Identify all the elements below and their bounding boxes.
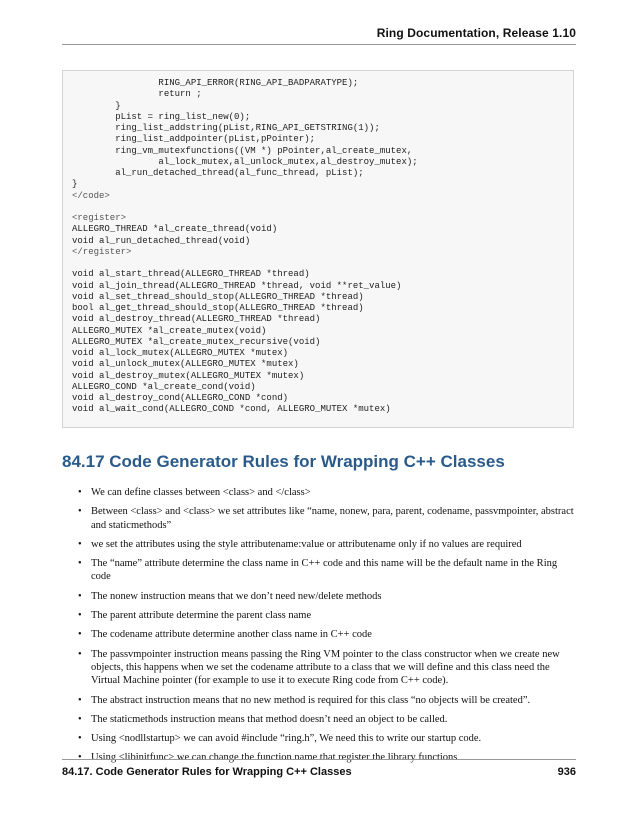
page-header [62,24,576,45]
bullet-icon: • [78,694,82,706]
code-line: ALLEGRO_MUTEX *al_create_mutex(void) [72,325,267,336]
list-item-text: The codename attribute determine another class name in C++ code [91,629,372,641]
bullet-icon: • [78,538,82,550]
code-line: ALLEGRO_MUTEX *al_create_mutex_recursive(void) [72,336,321,347]
code-line: bool al_get_thread_should_stop(ALLEGRO_THREAD *thread) [72,303,364,313]
code-line: void al_start_thread(ALLEGRO_THREAD *thread) [72,269,310,280]
list-item [74,713,574,726]
list-item [74,505,574,532]
list-item [74,732,574,745]
section-heading: 84.17 Code Generator Rules for Wrapping C++ Classes [62,452,505,471]
code-line [72,258,573,269]
bullet-icon: • [78,487,82,498]
code-line: al_lock_mutex,al_unlock_mutex,al_destroy_mutex); [72,156,418,167]
code-line: al_run_detached_thread(al_func_thread, pList); [72,168,364,178]
list-item-text: The staticmethods instruction means that method doesn’t need an object to be called. [91,713,448,725]
list-item-text: The nonew instruction means that we don’t need new/delete methods [91,590,382,602]
code-line: void al_destroy_cond(ALLEGRO_COND *cond) [72,393,289,403]
document-title: Ring Documentation, Release 1.10 [376,26,576,40]
list-item [74,609,574,622]
list-item-text: The abstract instruction means that no new method is required for this class “no objects will be created”. [91,694,531,706]
list-item-text: The parent attribute determine the parent class name [91,610,312,622]
page-number: 936 [557,766,576,778]
bullet-icon: • [78,713,82,725]
code-line: ring_list_addstring(pList,RING_API_GETSTRING(1)); [72,123,380,133]
code-line: void al_wait_cond(ALLEGRO_COND *cond, ALLEGRO_MUTEX *mutex) [72,404,391,415]
code-line: pList = ring_list_new(0); [72,111,251,122]
code-line: void al_lock_mutex(ALLEGRO_MUTEX *mutex) [72,348,289,358]
bullet-icon: • [78,752,82,764]
bullet-icon: • [78,506,82,518]
bullet-icon: • [78,733,82,745]
list-item-text: The passvmpointer instruction means passing the Ring VM pointer to the class constructor when we create new objects, this happens when we set the codename attribute to a class that we will define and this class need the Virtual Machine pointer (for example to use it to execute Ring code from C++ code). [91,648,560,687]
code-line: ALLEGRO_COND *al_create_cond(void) [72,381,256,392]
code-line: return ; [72,89,202,100]
code-line: ring_vm_mutexfunctions((VM *) pPointer,al_create_mutex, [72,145,413,156]
code-line: </register> [72,246,132,257]
list-item [74,538,574,551]
code-line: void al_set_thread_should_stop(ALLEGRO_THREAD *thread) [72,291,364,302]
bullet-icon: • [78,648,82,660]
list-item [74,590,574,603]
code-line: } [72,100,121,111]
code-line: RING_API_ERROR(RING_API_BADPARATYPE); [72,78,359,88]
code-line: void al_destroy_thread(ALLEGRO_THREAD *thread) [72,314,321,325]
list-item [74,486,574,499]
bullet-icon: • [78,590,82,602]
code-line: } [72,179,78,190]
page-footer [62,759,576,778]
code-block [62,70,574,428]
list-item-text: we set the attributes using the style attributename:value or attributename only if no values are required [91,538,522,550]
list-item [74,557,574,584]
code-line: ring_list_addpointer(pList,pPointer); [72,134,316,145]
list-item [74,694,574,707]
code-line: <register> [72,213,127,223]
list-item-text: We can define classes between <class> and </class> [91,487,311,498]
list-item-text: The “name” attribute determine the class name in C++ code and this name will be the default name in the Ring code [91,558,558,583]
list-item-text: Using <nodllstartup> we can avoid #include “ring.h”, We need this to write our startup code. [91,733,482,745]
footer-section-title: 84.17. Code Generator Rules for Wrapping C++ Classes [62,766,352,778]
rules-list [74,486,574,771]
list-item [74,628,574,641]
code-line: ALLEGRO_THREAD *al_create_thread(void) [72,224,278,235]
code-line: void al_join_thread(ALLEGRO_THREAD *thread, void **ret_value) [72,280,402,291]
code-line: void al_unlock_mutex(ALLEGRO_MUTEX *mutex) [72,359,299,370]
code-line: void al_destroy_mutex(ALLEGRO_MUTEX *mutex) [72,370,305,381]
code-content [63,71,573,416]
code-line: void al_run_detached_thread(void) [72,235,251,246]
code-line [72,202,573,213]
list-item [74,648,574,688]
code-line: </code> [72,190,110,201]
bullet-icon: • [78,558,82,570]
bullet-icon: • [78,610,82,622]
list-item-text: Between <class> and <class> we set attributes like “name, nonew, para, parent, codename, passvmpointer, abstract and staticmethods” [91,506,574,531]
list-item-text: Using <libinitfunc> we can change the function name that register the library functions [91,752,458,764]
bullet-icon: • [78,629,82,641]
